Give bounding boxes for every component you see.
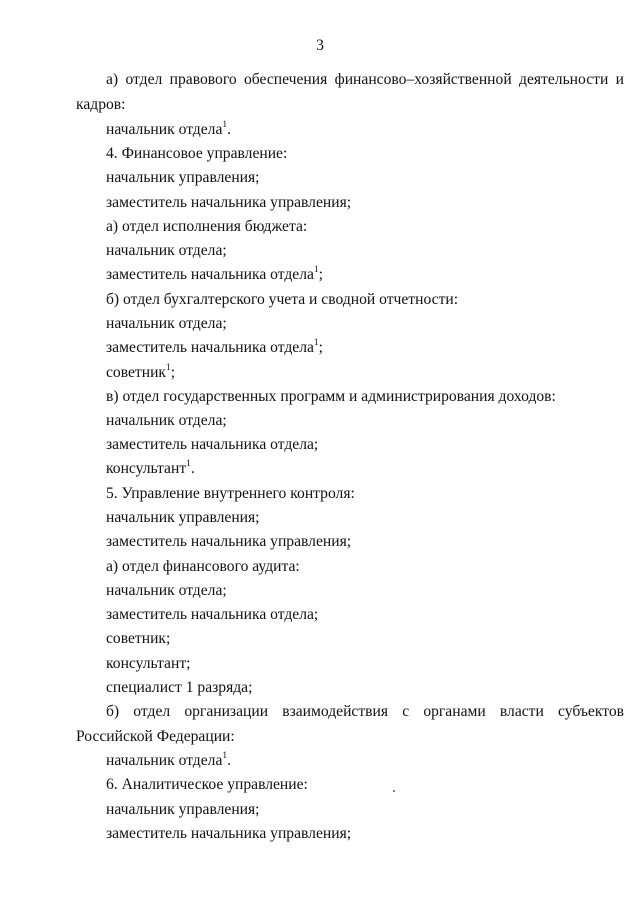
document-line: 5. Управление внутреннего контроля:: [106, 485, 355, 502]
document-line: б) отдел организации взаимодействия с органами власти субъектов: [106, 703, 624, 720]
document-line: советник$^1$;: [106, 362, 176, 381]
document-line: заместитель начальника отдела;: [106, 436, 319, 453]
document-line: начальник отдела;: [106, 582, 227, 599]
document-line: специалист 1 разряда;: [106, 679, 253, 696]
document-line: начальник отдела$^1$.: [106, 750, 232, 769]
document-line: начальник отдела;: [106, 315, 227, 332]
document-line: консультант;: [106, 655, 191, 672]
document-line: в) отдел государственных программ и администрирования доходов:: [106, 388, 556, 405]
document-line: б) отдел бухгалтерского учета и сводной отчетности:: [106, 291, 459, 308]
document-line: заместитель начальника отдела$^1$;: [106, 264, 324, 283]
document-line: 4. Финансовое управление:: [106, 145, 288, 162]
document-line: 6. Аналитическое управление:: [106, 776, 308, 793]
document-line: начальник отдела;: [106, 412, 227, 429]
document-line: заместитель начальника управления;: [106, 533, 352, 550]
document-line: начальник отдела$^1$.: [106, 119, 232, 138]
document-line: кадров:: [76, 96, 126, 113]
document-line: заместитель начальника управления;: [106, 194, 352, 211]
scan-speck: [393, 790, 395, 792]
document-line: начальник управления;: [106, 801, 260, 818]
document-line: а) отдел исполнения бюджета:: [106, 218, 308, 235]
document-line: начальник отдела;: [106, 242, 227, 259]
document-line: заместитель начальника отдела;: [106, 606, 319, 623]
document-line: Российской Федерации:: [76, 728, 235, 745]
document-line: советник;: [106, 630, 171, 647]
document-line: заместитель начальника управления;: [106, 825, 352, 842]
document-line: а) отдел правового обеспечения финансово–хозяйственной деятельности и: [106, 71, 624, 88]
document-line: заместитель начальника отдела$^1$;: [106, 337, 324, 356]
document-line: начальник управления;: [106, 509, 260, 526]
document-line: а) отдел финансового аудита:: [106, 558, 300, 575]
document-line: начальник управления;: [106, 169, 260, 186]
document-line: консультант$^1$.: [106, 458, 195, 477]
page-number: 3: [316, 37, 324, 54]
